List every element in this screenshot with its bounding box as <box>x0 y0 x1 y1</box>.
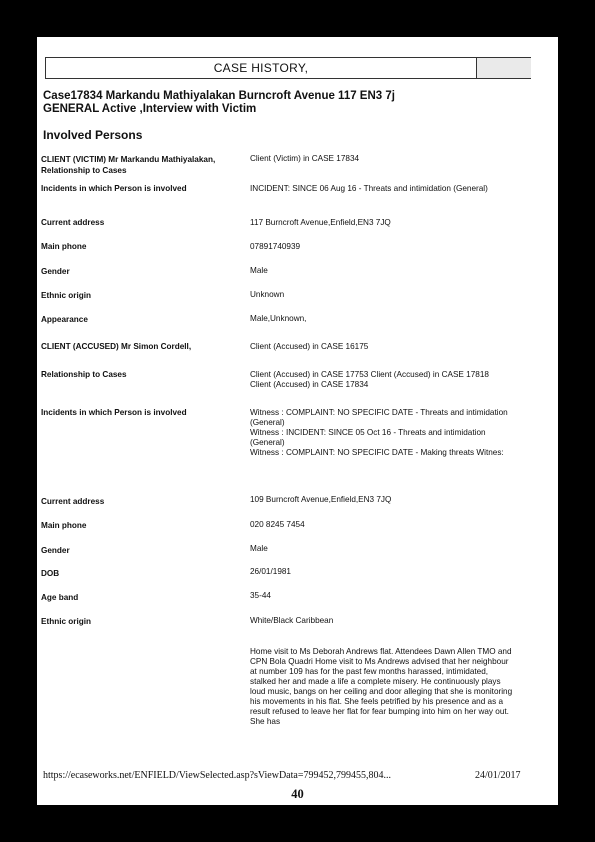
case-title <box>43 90 543 116</box>
person1-appearance-value: Male,Unknown, <box>250 314 307 323</box>
person2-incident-line: Witness : COMPLAINT: NO SPECIFIC DATE - Making threats Witnes: <box>250 448 504 457</box>
person2-address-value: 109 Burncroft Avenue,Enfield,EN3 7JQ <box>250 495 392 504</box>
header-box <box>45 57 531 79</box>
person2-ageband-value: 35-44 <box>250 591 271 600</box>
person2-phone-label: Main phone <box>41 521 87 530</box>
person1-gender-value: Male <box>250 266 268 275</box>
person1-appearance-label: Appearance <box>41 315 88 324</box>
page-number: 40 <box>291 787 304 801</box>
case-note-line: loud music, bangs on her ceiling and door alleging that she is monitoring <box>250 687 513 696</box>
header-empty-cell <box>476 58 531 78</box>
person1-role-label <box>41 154 246 176</box>
person1-address-value: 117 Burncroft Avenue,Enfield,EN3 7JQ <box>250 218 391 227</box>
person2-dob-label: DOB <box>41 569 60 578</box>
person2-gender-value: Male <box>250 544 268 553</box>
person1-gender-label: Gender <box>41 267 70 276</box>
person1-incidents-value: INCIDENT: SINCE 06 Aug 16 - Threats and intimidation (General) <box>250 184 488 193</box>
case-note-line: stalked her and made a life a complete misery. He continuously plays <box>250 677 501 686</box>
person2-relationship-line: Client (Accused) in CASE 17753 Client (Accused) in CASE 17818 <box>250 370 489 379</box>
person2-incident-line: Witness : COMPLAINT: NO SPECIFIC DATE - Threats and intimidation <box>250 408 508 417</box>
person2-role-label: CLIENT (ACCUSED) Mr Simon Cordell, <box>41 342 192 351</box>
person2-incidents-label: Incidents in which Person is involved <box>41 408 187 417</box>
person2-relationship-label: Relationship to Cases <box>41 370 127 379</box>
person1-relationship-label: Relationship to Cases <box>41 166 127 175</box>
person2-phone-value: 020 8245 7454 <box>250 520 305 529</box>
footer-url: https://ecaseworks.net/ENFIELD/ViewSelected.asp?sViewData=799452,799455,804... <box>43 770 391 781</box>
case-title-line1: Case17834 Markandu Mathiyalakan Burncroft Avenue 117 EN3 7j <box>43 90 395 102</box>
person2-ageband-label: Age band <box>41 593 79 602</box>
case-note-line: at number 109 has for the past few months harassed, intimidated, <box>250 667 489 676</box>
person2-ethnic-value: White/Black Caribbean <box>250 616 334 625</box>
case-note-line: She has <box>250 717 281 726</box>
case-note-line: result refused to leave her flat for fear bumping into him on her way out. <box>250 707 509 716</box>
person2-incident-line: (General) <box>250 438 285 447</box>
person2-role-value: Client (Accused) in CASE 16175 <box>250 342 369 351</box>
person2-incident-line: (General) <box>250 418 285 427</box>
person1-role-name: CLIENT (VICTIM) Mr Markandu Mathiyalakan, <box>41 155 216 164</box>
case-note-line: Home visit to Ms Deborah Andrews flat. Attendees Dawn Allen TMO and <box>250 647 512 656</box>
person2-incidents-value <box>250 408 554 458</box>
document-page <box>37 37 558 805</box>
person1-address-label: Current address <box>41 218 105 227</box>
person2-relationship-line: Client (Accused) in CASE 17834 <box>250 380 369 389</box>
person2-ethnic-label: Ethnic origin <box>41 617 92 626</box>
section-title-involved-persons: Involved Persons <box>43 128 143 142</box>
page-title: CASE HISTORY, <box>213 61 309 75</box>
footer-date: 24/01/2017 <box>475 770 521 781</box>
person2-relationship-value <box>250 370 554 390</box>
case-note-line: his movements in his flat. She feels petrified by his presence and as a <box>250 697 504 706</box>
person2-address-label: Current address <box>41 497 105 506</box>
case-note-text <box>250 647 554 727</box>
person1-phone-label: Main phone <box>41 242 87 251</box>
person1-incidents-label: Incidents in which Person is involved <box>41 184 187 193</box>
person2-incident-line: Witness : INCIDENT: SINCE 05 Oct 16 - Threats and intimidation <box>250 428 486 437</box>
person1-phone-value: 07891740939 <box>250 242 301 251</box>
person1-ethnic-label: Ethnic origin <box>41 291 92 300</box>
case-title-line2: GENERAL Active ,Interview with Victim <box>43 103 257 115</box>
person2-dob-value: 26/01/1981 <box>250 567 291 576</box>
person1-ethnic-value: Unknown <box>250 290 285 299</box>
case-note-line: CPN Bola Quadri Home visit to Ms Andrews advised that her neighbour <box>250 657 509 666</box>
person1-role-value: Client (Victim) in CASE 17834 <box>250 154 360 163</box>
person2-gender-label: Gender <box>41 546 70 555</box>
